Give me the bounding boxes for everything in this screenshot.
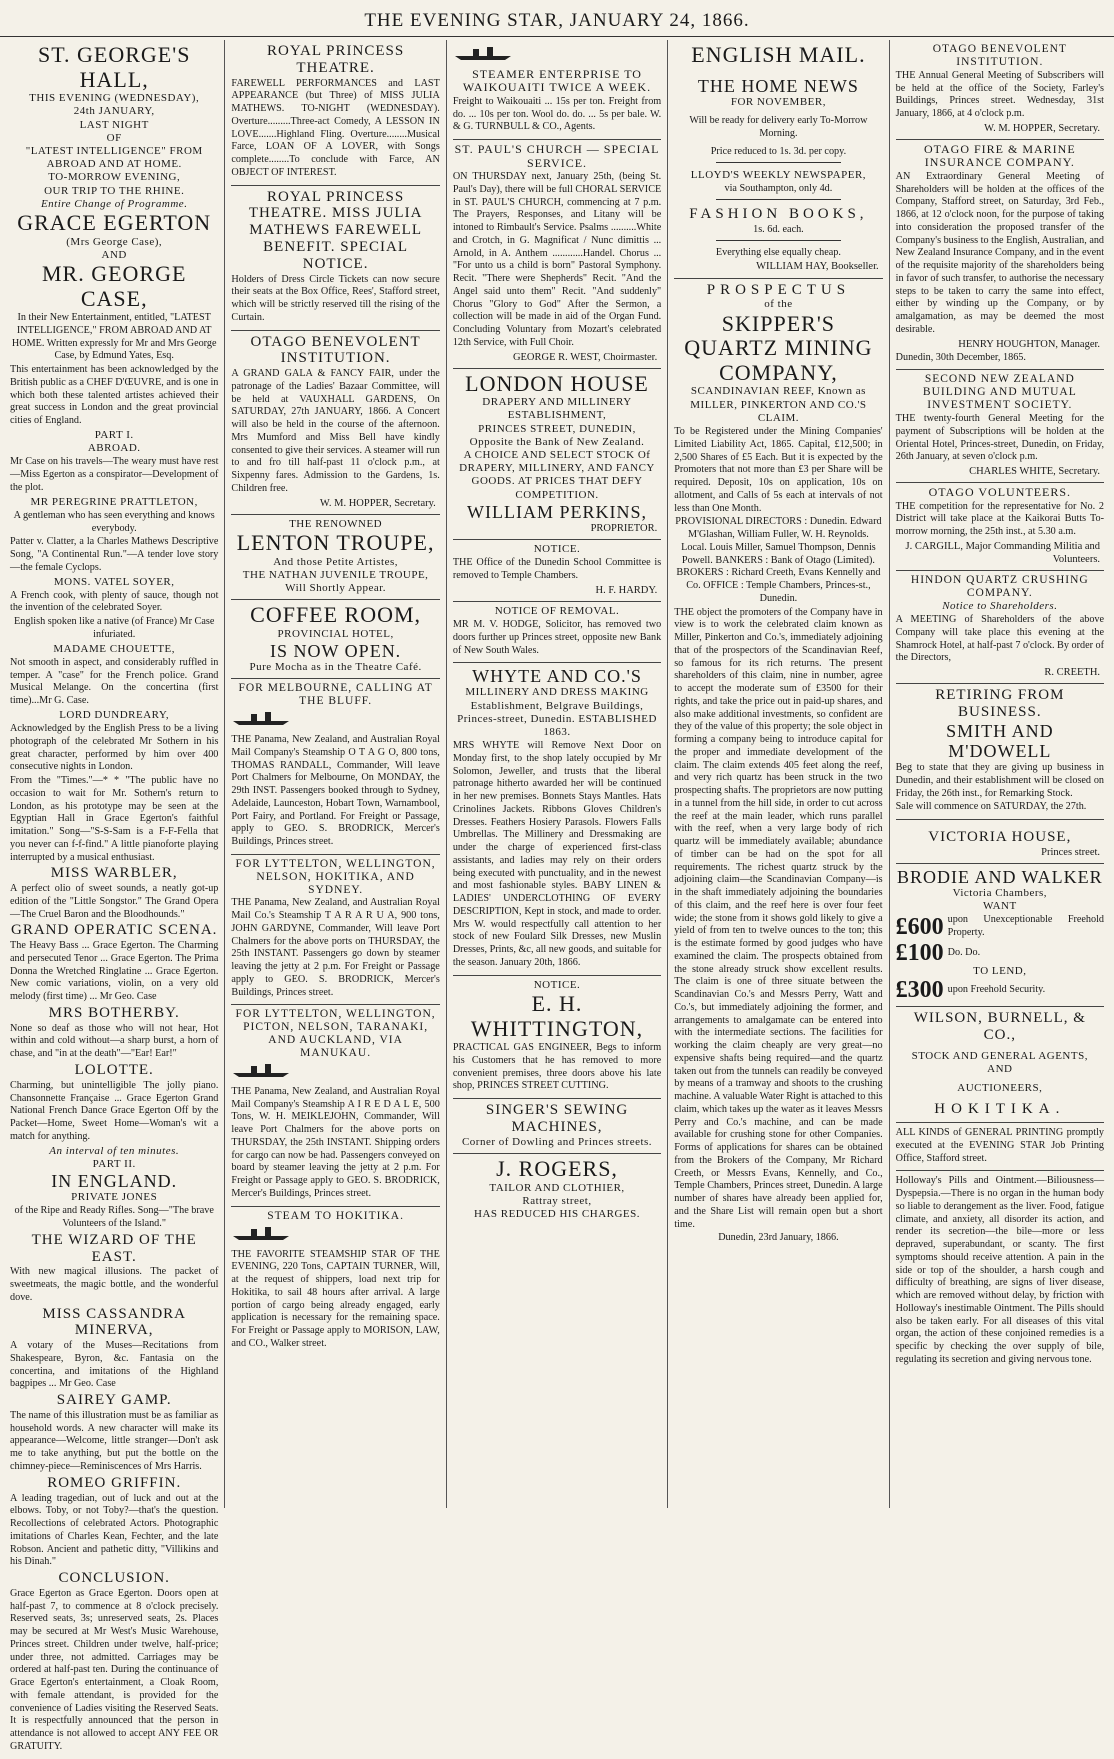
- ad-line: Corner of Dowling and Princes streets.: [461, 1135, 653, 1148]
- ad-body: PRACTICAL GAS ENGINEER, Begs to inform his Customers that he has removed to more convenient premises, three doors above his late shop, PRINCES STREET CUTTING.: [452, 1042, 662, 1092]
- benevolent-meeting-ad: [896, 40, 1104, 140]
- ad-body: THE twenty-fourth General Meeting for the payment of Subscriptions will be holden at the Oriental Hotel, Princes-street, Dunedin, on Friday, 26th January, at seven o'clock p.m.: [895, 413, 1105, 463]
- ad-body: To be Registered under the Mining Companies' Limited Liability Act, 1865. Capital, £12,500; in 2,500 Shares of £5 Each. But it is expected by the Promoters that not more than £3 per Share will be required. Deposit, 10s on application, 10s on allotment, and Calls of 5s each at intervals of not less than One Month.: [674, 426, 883, 514]
- ad-heading: J. ROGERS,: [496, 1155, 618, 1181]
- ad-body: A MEETING of Shareholders of the above Company will take place this evening at the Shamrock Hotel, at half-past 7 o'clock. By order of the Directors,: [895, 614, 1105, 664]
- character-name: MONS. VATEL SOYER,: [53, 575, 175, 588]
- lyttelton-steamer-ad: [231, 855, 439, 1006]
- ad-line: LLOYD'S WEEKLY NEWSPAPER,: [690, 169, 867, 182]
- date-line: Dunedin, 30th December, 1865.: [895, 351, 1026, 363]
- ad-line: Notice to Shareholders.: [942, 599, 1058, 612]
- brodie-walker-ad: [896, 864, 1104, 1007]
- singers-sewing-ad: [453, 1099, 661, 1154]
- column-5: [890, 40, 1110, 1508]
- column-4: [668, 40, 889, 1508]
- ad-body: THE competition for the representative for No. 2 District will take place at the Kaikorai Butts To-morrow morning, the 25th inst., at 5.30 a.m.: [895, 500, 1105, 538]
- body-text: The name of this illustration must be as familiar as household words. A new character will make its appearance—Welcome, little stranger—Don't ask me to take anything, but put the bottle on the chimney-piece—Reminiscences of Mrs Harris.: [10, 1409, 219, 1472]
- part-label: PART I.: [94, 428, 134, 441]
- masthead: THE EVENING STAR, JANUARY 24, 1866.: [0, 10, 1114, 37]
- business-name: E. H. WHITTINGTON,: [470, 990, 644, 1041]
- ad-line: THE HOME NEWS: [697, 75, 859, 96]
- signature: J. CARGILL, Major Commanding Militia and Volunteers.: [905, 540, 1101, 565]
- ad-line: HOKITIKA.: [934, 1101, 1066, 1118]
- auckland-steamer-ad: [231, 1005, 439, 1206]
- ad-heading: WILSON, BURNELL, & CO.,: [913, 1010, 1086, 1043]
- body-text: With new magical illusions. The packet of sweetmeats, the magic bottle, and the wonderful dove.: [10, 1266, 219, 1303]
- amount-note: upon Freehold Security.: [947, 983, 1046, 995]
- ad-body: ALL KINDS of GENERAL PRINTING promptly executed at the EVENING STAR Job Printing Office, Stafford street.: [895, 1127, 1105, 1164]
- ad-line: TO-MORROW EVENING,: [48, 171, 181, 184]
- steamship-icon: [231, 1225, 291, 1241]
- ad-body: Holloway's Pills and Ointment.—Biliousness—Dyspepsia.—There is no organ in the human body so liable to derangement as the liver. Food, fatigue climate, and anxiety, all disorder its action, and render its secretion—the bile—more or less depraved, superabundant, or scanty. The first symptoms should receive attention. A pain in the side or top of the shoulder, a harsh cough and difficulty of breathing, are signs of liver disease, which are removed without delay, by friction with Holloway's inestimable Ointment. The Pills should also be taken early. For all diseases of this vital organ, the action of these conjoined remedies is a specific by checking the over supply of bile, regulating its secretion and giving nervous tone.: [895, 1175, 1105, 1365]
- ad-body: MR M. V. HODGE, Solicitor, has removed two doors further up Princes street, opposite new Bank of New South Wales.: [452, 619, 662, 656]
- ad-heading: LENTON TROUPE,: [236, 529, 435, 555]
- ad-line: LAST NIGHT: [79, 118, 149, 131]
- performer-name: MR. GEORGE CASE,: [41, 260, 187, 311]
- ad-body: A GRAND GALA & FANCY FAIR, under the patronage of the Ladies' Bazaar Committee, will be held at VAUXHALL GARDENS, On SATURDAY, 27th JANUARY, 1866. A Concert will also be held in the course of the afternoon. Mrs Mumford and Miss Bell have kindly consented to give their services. A steamer will run to and fro till half-past 11 o'clock p.m., at Sixpenny fares. Admission to the Gardens, 1s. Children free.: [231, 368, 440, 494]
- character-name: MADAME CHOUETTE,: [53, 642, 176, 655]
- section-title: ABROAD.: [87, 442, 141, 455]
- steamer-enterprise-ad: [453, 40, 661, 140]
- ad-heading: ENGLISH MAIL.: [691, 42, 866, 67]
- melbourne-steamer-ad: [231, 679, 439, 855]
- ad-heading: LONDON HOUSE: [465, 370, 649, 396]
- ad-body: THE Panama, New Zealand, and Australian Royal Mail Co.'s Steamship T A R A R U A, 900 tons, JOHN GARDYNE, Commander, Will leave Port Chalmers for the above ports on THURSDAY, the 25th INSTANT. Passengers go down by steamer leaving the jetty at 2 p.m. For Freight or Passage apply to GEO. S. BRODRICK, Mercer's Buildings, Princes street.: [231, 897, 440, 998]
- ad-line: SCANDINAVIAN REEF, Known as MILLER, PINKERTON AND CO.'S CLAIM.: [690, 385, 867, 424]
- whittington-ad: [453, 976, 661, 1099]
- ad-line: WANT: [982, 900, 1017, 913]
- character-name: MRS BOTHERBY.: [48, 1004, 180, 1021]
- benevolent-gala-ad: [231, 331, 439, 515]
- ad-line: FOR NOVEMBER,: [730, 95, 826, 108]
- character-name: PRIVATE JONES: [71, 1191, 158, 1204]
- ad-line: FASHION BOOKS,: [689, 206, 868, 223]
- ad-body: THE Annual General Meeting of Subscribers will be held at the office of the Society, Farley's Buildings, Princes street. Wednesday, 31st January, 1866, at 4 o'clock p.m.: [895, 69, 1105, 119]
- ad-heading: ST. PAUL'S CHURCH — SPECIAL SERVICE.: [454, 142, 660, 170]
- ad-heading: STEAM TO HOKITIKA.: [267, 1209, 404, 1222]
- body-text: Patter v. Clatter, a la Charles Mathews Descriptive Song, "A Continental Run."—A tender love story—the female Cyclops.: [10, 536, 219, 573]
- ad-line: Opposite the Bank of New Zealand.: [469, 435, 645, 448]
- ad-heading: STEAMER ENTERPRISE TO WAIKOUAITI TWICE A WEEK.: [462, 67, 652, 95]
- theatre-notice-ad: [231, 186, 439, 331]
- ad-heading: BRODIE AND WALKER: [896, 866, 1103, 887]
- steamship-icon: [231, 1062, 291, 1078]
- ad-line: of the: [764, 298, 793, 311]
- ad-body: Freight to Waikouaiti ... 15s per ton. Freight from do. ... 10s per ton. Wool do. do. ... 5s per bale. W. & G. TURNBULL & CO., Agents.: [452, 95, 662, 133]
- character-name: LOLOTTE.: [74, 1061, 154, 1078]
- ad-heading: ROYAL PRINCESS THEATRE.: [266, 43, 405, 76]
- ad-line: Everything else equally cheap.: [715, 246, 841, 258]
- ad-line: Price reduced to 1s. 3d. per copy.: [710, 146, 847, 158]
- ad-body: AN Extraordinary General Meeting of Shareholders will be holden at the offices of the Company, Stafford street, on Saturday, 3rd Feb., 1866, at 12 o'clock noon, for the purpose of taking into consideration the proposed transfer of the Company's business to the English, Australian, and New Zealand Insurance Company, and in the event of the requisite majority of the shareholders being in favor of such transfer, to authorise the necessary steps to be taken to carry the same into effect, either by winding up the Company, or by amalgamation, as may be deemed the most desirable.: [895, 170, 1105, 335]
- ad-heading: NOTICE.: [533, 978, 581, 991]
- otago-volunteers-ad: [896, 483, 1104, 571]
- body-text: of the Ripe and Ready Rifles. Song—"The brave Volunteers of the Island.": [14, 1205, 214, 1229]
- body-text: This entertainment has been acknowledged by the British public as a CHEF D'ŒUVRE, and is one in which both these talented artistes achieved their great success in London and the great provincial cities of England.: [10, 364, 219, 427]
- performer-name: GRACE EGERTON: [17, 209, 212, 235]
- ad-line: via Southampton, only 4d.: [724, 183, 833, 195]
- ad-body: THE FAVORITE STEAMSHIP STAR OF THE EVENING, 220 Tons, CAPTAIN TURNER, Will, at the request of shippers, load next trip for Hokitika, to sail 48 hours after arrival. A large portion of cargo being already engaged, early application is necessary for the remaining space. For Freight or Passage apply to MORISON, LAW, and CO., Walker street.: [231, 1248, 440, 1349]
- business-name: SMITH AND M'DOWELL: [946, 720, 1054, 761]
- body-text: A gentleman who has seen everything and knows everybody.: [13, 509, 215, 534]
- ad-line: 1s. 6d. each.: [753, 223, 804, 235]
- ad-line: PROSPECTUS: [706, 281, 851, 298]
- ad-heading: RETIRING FROM BUSINESS.: [935, 687, 1065, 720]
- ad-heading: HINDON QUARTZ CRUSHING COMPANY.: [910, 574, 1089, 599]
- character-name: ROMEO GRIFFIN.: [47, 1474, 182, 1491]
- ad-line: DRAPERY AND MILLINERY ESTABLISHMENT,: [482, 396, 632, 422]
- signature: WILLIAM HAY, Bookseller.: [756, 261, 879, 273]
- body-text: Grace Egerton as Grace Egerton. Doors open at half-past 7, to commence at 8 o'clock precisely. Reserved seats, 3s; unreserved seats, 2s. Places may be secured at Mr West's Music Warehouse, Princes street. Children under twelve, half-price; under three, not admitted. Carriages may be ordered at half-past ten. During the continuance of Grace Egerton's entertainment, a Cloak Room, with female attendant, is provided for the convenience of Ladies visiting the Reserved Seats. It is respectfully announced that the person in attendance is not allowed to accept ANY FEE OR GRATUITY.: [10, 1587, 219, 1752]
- signature: GEORGE R. WEST, Choirmaster.: [512, 351, 658, 363]
- steamship-icon: [453, 45, 513, 61]
- body-text: A leading tragedian, out of luck and out at the elbows. Toby, or not Toby?—that's the question. Recollections of celebrated Actors. Photographic imitations of Charles Kean, Fechter, and the late Robson. Ancient and pathetic ditty, "Villikins and his Dinah.": [10, 1492, 219, 1568]
- signature: R. CREETH.: [1044, 667, 1101, 678]
- signature: CHARLES WHITE, Secretary.: [969, 466, 1101, 477]
- ad-line: And those Petite Artistes,: [273, 555, 399, 568]
- date-line: Dunedin, 23rd January, 1866.: [718, 1232, 839, 1244]
- ad-line: AUCTIONEERS,: [957, 1082, 1043, 1095]
- amount-note: upon Unexceptionable Freehold Property.: [947, 914, 1105, 939]
- ad-heading: NOTICE.: [533, 543, 581, 556]
- and-text: AND: [101, 248, 127, 261]
- ad-heading: FOR MELBOURNE, CALLING AT THE BLUFF.: [238, 682, 433, 708]
- intro-text: In their New Entertainment, entitled, "LATEST INTELLIGENCE," FROM ABROAD AND AT HOME. Written expressly for Mr and Mrs George Case, by Edmund Yates, Esq.: [11, 312, 217, 362]
- ad-heading: OTAGO VOLUNTEERS.: [928, 485, 1072, 500]
- ad-line: Will Shortly Appear.: [285, 581, 387, 594]
- ad-line: Victoria Chambers,: [952, 887, 1048, 900]
- directors: PROVISIONAL DIRECTORS : Dunedin. Edward M'Glashan, William Fuller, W. H. Reynolds. Local. Louis Miller, Samuel Thompson, Dennis Powell. BANKERS : Bank of Otago (Limited). BROKERS : Richard Creeth, Evans Kennelly and Co. OFFICE : Temple Chambers, Princes-st., Dunedin.: [675, 516, 882, 604]
- signature: W. M. HOPPER, Secretary.: [319, 497, 436, 509]
- column-1: [4, 40, 225, 1752]
- amount: £100: [895, 939, 944, 966]
- body-text: English spoken like a native (of France) Mr Case infuriated.: [14, 616, 215, 640]
- column-2: [225, 40, 446, 1508]
- body-text: Charming, but unintelligible The jolly piano. Chansonnette Française ... Grace Egerton Grand National French Dance Grace Egerton Off by the Packet—Home, Sweet Home—Woman's wit a match for anything.: [10, 1079, 219, 1142]
- ad-body: THE Panama, New Zealand, and Australian Royal Mail Company's Steamship A I R E D A L E, 500 Tons, W. H. MEIKLEJOHN, Commander, Will leave Port Chalmers for the above ports on THURSDAY, the 25th INSTANT. Shipping orders for cargo can now be had. Passengers conveyed on board by steamer leaving the jetty at 2 p.m. For Freight or Passage apply to GEO. S. BRODRICK, Mercer's Buildings, Princes street.: [231, 1085, 440, 1199]
- section-title: GRAND OPERATIC SCENA.: [10, 922, 218, 939]
- ad-body: THE Office of the Dunedin School Committee is removed to Temple Chambers.: [452, 557, 662, 581]
- ad-body: Sale will commence on SATURDAY, the 27th.: [895, 801, 1087, 813]
- loan-row: [896, 941, 1104, 965]
- otago-fire-marine-ad: [896, 140, 1104, 371]
- ad-line: 24th JANUARY,: [73, 105, 155, 118]
- ad-line: PRINCES STREET, DUNEDIN,: [478, 422, 636, 435]
- coffee-room-ad: [231, 600, 439, 679]
- loan-row: [896, 978, 1104, 1002]
- amount: £600: [895, 914, 944, 941]
- hindon-quartz-ad: [896, 571, 1104, 684]
- ad-line: OF: [106, 131, 122, 144]
- ad-heading: VICTORIA HOUSE,: [928, 829, 1072, 846]
- ad-line: THE NATHAN JUVENILE TROUPE,: [242, 568, 429, 581]
- section-title: CONCLUSION.: [58, 1570, 170, 1586]
- english-mail-ad: [674, 40, 882, 279]
- ad-line: ABROAD AND AT HOME.: [46, 158, 182, 171]
- ad-line: HAS REDUCED HIS CHARGES.: [474, 1207, 641, 1220]
- character-name: MISS CASSANDRA MINERVA,: [42, 1305, 187, 1339]
- ad-line: AND: [987, 1062, 1013, 1075]
- interval-note: An interval of ten minutes.: [49, 1144, 180, 1157]
- ad-heading: OTAGO FIRE & MARINE INSURANCE COMPANY.: [923, 141, 1076, 170]
- body-text: A perfect olio of sweet sounds, a neatly got-up edition of the "Little Songstor." The Grand Opera—The Cruel Baron and the Bloodhounds.": [10, 883, 219, 920]
- ad-line: IS NOW OPEN.: [270, 640, 402, 661]
- building-society-ad: [896, 370, 1104, 483]
- ad-body: THE Panama, New Zealand, and Australian Royal Mail Company's Steamship O T A G O, 800 tons, THOMAS RANDALL, Commander, Will leave Port Chalmers for Melbourne, On MONDAY, the 29th INST. Passengers booked through to Sydney, Adelaide, Launceston, Hobart Town, Warnambool, Port Fairy, and Portland. For Freight or Passage, apply to GEO. S. BRODRICK, Mercer's Buildings, Princes street.: [231, 734, 440, 848]
- ad-body: MRS WHYTE will Remove Next Door on Monday first, to the shop lately occupied by Mr Solomon, Jeweller, and trusts that the liberal patronage hitherto awarded her will be continued in her new premises. Bonnets Stays Mantles. Hats Crinolines Jackets. Ribbons Gloves Children's Dresses. Feathers Hosiery Parasols. Flowers Falls Umbrellas. The Millinery and Dressmaking are under the charge of experienced first-class assistants, and ladies may rely on their orders being executed with punctuality, and in the newest and most fashionable styles. BABY LINEN & LADIES' UNDERCLOTHING OF EVERY DESCRIPTION, Kept in stock, and made to order. Mrs W. would respectfully call attention to her stock of new Foulard Silk Dresses, new Muslin Dresses, Prints, &c, all new goods, and suitable for the season. January 20th, 1866.: [452, 740, 662, 968]
- body-text: A votary of the Muses—Recitations from Shakespeare, Byron, &c. Fantasia on the concertina, and imitations of the Highland bagpipes ... Mr Geo. Case: [10, 1340, 219, 1390]
- ad-line: Princes street.: [1041, 846, 1101, 858]
- skippers-quartz-prospectus: [674, 279, 882, 1250]
- ad-line: Will be ready for delivery early To-Morrow Morning.: [689, 114, 868, 139]
- ad-heading: ST. GEORGE'S HALL,: [37, 42, 191, 92]
- signature: W. M. HOPPER, Secretary.: [984, 122, 1101, 134]
- body-text: Acknowledged by the English Press to be a living photograph of the celebrated Mr Sothern in his great character, performed by him over 400 consecutive nights in London.: [10, 723, 219, 773]
- divider: [716, 199, 841, 200]
- character-name: SAIREY GAMP.: [56, 1392, 172, 1409]
- ad-line: Rattray street,: [522, 1194, 592, 1207]
- body-text: The Heavy Bass ... Grace Egerton. The Charming and persecuted Tenor ... Grace Egerton. The Prima Donna the Wretched Ringlatine ... Grace Egerton. New comic variations, violin, on a very old melody (first time) ... Mr Geo. Case: [10, 940, 219, 1003]
- st-pauls-church-ad: [453, 140, 661, 369]
- royal-princess-theatre-ad: [231, 40, 439, 186]
- ad-line: TO LEND,: [973, 964, 1027, 977]
- ad-line: STOCK AND GENERAL AGENTS,: [911, 1049, 1088, 1062]
- loan-row: [896, 913, 1104, 941]
- ad-line: THE RENOWNED: [289, 517, 383, 530]
- rogers-tailor-ad: [453, 1154, 661, 1225]
- signature: HENRY HOUGHTON, Manager.: [958, 338, 1101, 350]
- character-name: MR PEREGRINE PRATTLETON,: [30, 495, 198, 508]
- ad-line: TAILOR AND CLOTHIER,: [489, 1181, 625, 1194]
- section-title: IN ENGLAND.: [51, 1170, 178, 1191]
- whyte-and-co-ad: [453, 663, 661, 975]
- ad-heading: FOR LYTTELTON, WELLINGTON, PICTON, NELSON, TARANAKI, AND AUCKLAND, VIA MANUKAU.: [235, 1008, 436, 1060]
- character-name: MISS WARBLER,: [50, 865, 178, 882]
- ad-body: THE object the promoters of the Company have in view is to work the celebrated claim known as Miller, Pinkerton and Co.'s, immediately adjoining that of the prospectors of the Scandinavian Reef, so famous for its rich returns. The present shareholders of this claim, nine in number, agree to accept the moderate sum of £3500 for their rights, and take the price out in paid-up shares, and also make additional investments, so confident are they of the value of this property; the sole object in forming a company being to introduce capital for the proper and immediate development of the claim. The claim extends 405 feet along the reef, and very rich quartz has been struck in the two prospecting shafts. The proprietors are now putting in a tunnel from the hill side, in order to cut across the reef at the main leader, which runs parallel with the reef, when a very large body of rich quartz will be immediately available; abundance of timber can be had on the spot for all requirements. The richest quartz struck by the adjoining claim—the Scandinavian Company—is in the shaft immediately adjoining the boundaries of this claim, and the reef here is over four feet wide; the stone from it shows gold likely to give a yield of from ten to twelve ounces to the ton; this is the estimate formed by good judges who have examined the claim. The prospects obtained from the stone already struck show excellent results. The claim is one of three situate between the Scandinavian Co.'s and Messrs Perry, Watt and Co.'s, but immediately adjoining the former, and arrangements to amalgamate can be entered into with the intermediate sections. The facilities for working the claim cheaply are very great—no expensive shafts being required—and the quartz taken out from the tunnels can readily be conveyed by means of a tramway and shoots to the crushing machine. A valuable Water Right is attached to this claim, which takes up the water as it leaves Messrs Perry and Co.'s machine, and can be made available for crushing stone for other Companies. Forms of applications for shares can be obtained from the Brokers of the Company, Mr Richard Creeth, or Messrs Evans, Kennelly, and Co., Temple Chambers, Princes street, Dunedin. A large number of shares have already been applied for, and the Share List will remain open but a short time.: [674, 606, 883, 1230]
- signature: PROPRIETOR.: [590, 522, 658, 534]
- ad-line: A CHOICE AND SELECT STOCK Of DRAPERY, MILLINERY, AND FANCY GOODS. AT PRICES THAT DEFY COMPETITION.: [459, 449, 655, 501]
- victoria-house-ad: [896, 820, 1104, 864]
- ad-line: "LATEST INTELLIGENCE" FROM: [25, 145, 203, 157]
- ad-heading: NOTICE OF REMOVAL.: [494, 604, 620, 617]
- school-committee-notice: [453, 540, 661, 602]
- retiring-business-ad: [896, 684, 1104, 820]
- amount-note: Do. Do.: [947, 946, 981, 958]
- character-name: THE WIZARD OF THE EAST.: [31, 1231, 197, 1265]
- ad-heading: COFFEE ROOM,: [250, 602, 422, 628]
- proprietor-name: WILLIAM PERKINS,: [467, 501, 648, 522]
- ad-body: ON THURSDAY next, January 25th, (being St. Paul's Day), there will be full CHORAL SERVICE in ST. PAUL'S CHURCH, commencing at 7 p.m. The Prayers, Responses, and Litany will be intoned to Rimbault's Service. Psalms ..........White and Crotch, in G. Magnificat / Nunc dimittis ... Arnold, in A. Anthem ............Handel. Chorus ... "For unto us a child is born" Pastoral Symphony. Recit. "There were Shepherds" Recit. "And the Angel said unto them" Recit. "And suddenly" Chorus "Glory to God" After the Sermon, a collection will be made in aid of the Organ Fund. Concluding Voluntary from Mozart's celebrated 12th Service, with Full Choir.: [452, 171, 662, 348]
- ad-body: FAREWELL PERFORMANCES and LAST APPEARANCE (but Three) of MISS JULIA MATHEWS. TO-NIGHT (WEDNESDAY). Overture.........Three-act Comedy, A LESSON IN LOVE.......Highland Fling. Overture........Musical Farce, LOAN OF A LOVER, with Songs complete........To conclude with Farce, AN OBJECT OF INTEREST.: [231, 77, 440, 178]
- ad-heading: ROYAL PRINCESS THEATRE. MISS JULIA MATHEWS FAREWELL BENEFIT. SPECIAL NOTICE.: [248, 188, 423, 272]
- steamship-icon: [231, 710, 291, 726]
- ad-line: OUR TRIP TO THE RHINE.: [44, 184, 185, 197]
- holloways-ad: [896, 1171, 1104, 1371]
- ad-heading: OTAGO BENEVOLENT INSTITUTION.: [932, 43, 1067, 68]
- ad-body: Beg to state that they are giving up business in Dunedin, and their establishment will be closed on Friday, the 26th inst., for Remarking Stock.: [895, 762, 1105, 799]
- part-label: PART II.: [92, 1157, 136, 1170]
- signature: H. F. HARDY.: [595, 584, 658, 596]
- ad-line: PROVINCIAL HOTEL,: [277, 627, 394, 640]
- ad-line: MILLINERY AND DRESS MAKING Establishment, Belgrave Buildings, Princes-street, Dunedin. ESTABLISHED 1863.: [457, 686, 657, 738]
- ad-body: Holders of Dress Circle Tickets can now secure their seats at the Box Office, Rees', Stafford street, which will be strictly reserved till the rising of the Curtain.: [231, 273, 440, 323]
- divider: [716, 162, 841, 163]
- ad-heading: SINGER'S SEWING MACHINES,: [485, 1102, 629, 1135]
- body-text: A French cook, with plenty of sauce, though not the invention of the celebrated Soyer.: [10, 589, 219, 614]
- ad-line: THIS EVENING (WEDNESDAY),: [29, 92, 200, 105]
- performer-sub: (Mrs George Case),: [66, 235, 163, 248]
- ad-heading: SECOND NEW ZEALAND BUILDING AND MUTUAL INVESTMENT SOCIETY.: [922, 373, 1077, 412]
- columns: [4, 40, 1110, 1752]
- character-name: LORD DUNDREARY,: [59, 708, 170, 721]
- ad-line: Pure Mocha as in the Theatre Café.: [249, 661, 422, 674]
- london-house-ad: [453, 369, 661, 540]
- divider: [716, 240, 841, 241]
- body-text: Not smooth in aspect, and considerably ruffled in temper. A "case" for the French police. Grand Musical Melange. On the concertina (first time)...Mr G. Case.: [10, 656, 219, 707]
- ad-heading: WHYTE AND CO.'S: [472, 666, 642, 687]
- column-3: [447, 40, 668, 1508]
- hokitika-steamer-ad: [231, 1207, 439, 1356]
- amount: £300: [895, 977, 944, 1004]
- ad-line: Entire Change of Programme.: [40, 197, 188, 210]
- ad-heading: OTAGO BENEVOLENT INSTITUTION.: [250, 333, 421, 367]
- body-text: Mr Case on his travels—The weary must have rest—Miss Egerton as a conspirator—Development of the plot.: [10, 456, 219, 493]
- ad-heading: SKIPPER'S QUARTZ MINING COMPANY,: [684, 310, 873, 385]
- body-text: From the "Times."—* * "The public have no occasion to wait for Mr. Sothern's return to London, as his prototype may be seen at the Egyptian Hall in Grace Egerton's faithful imitation." Song—"S-S-Sam is a F-F-Fella that you never can f-f-find." A little pianoforte playing interrupted by a musical enthusiast.: [10, 775, 219, 863]
- st-georges-hall-ad: [10, 40, 218, 1759]
- removal-notice: [453, 602, 661, 663]
- printing-ad: [896, 1123, 1104, 1171]
- lenton-troupe-ad: [231, 515, 439, 600]
- body-text: None so deaf as those who will not hear, Hot within and cold without—a sharp burst, a horn of chase, and "in at the death"—"Ear! Ear!": [10, 1022, 219, 1060]
- wilson-burnell-ad: [896, 1007, 1104, 1123]
- ad-heading: FOR LYTTELTON, WELLINGTON, NELSON, HOKITIKA, AND SYDNEY.: [235, 857, 436, 896]
